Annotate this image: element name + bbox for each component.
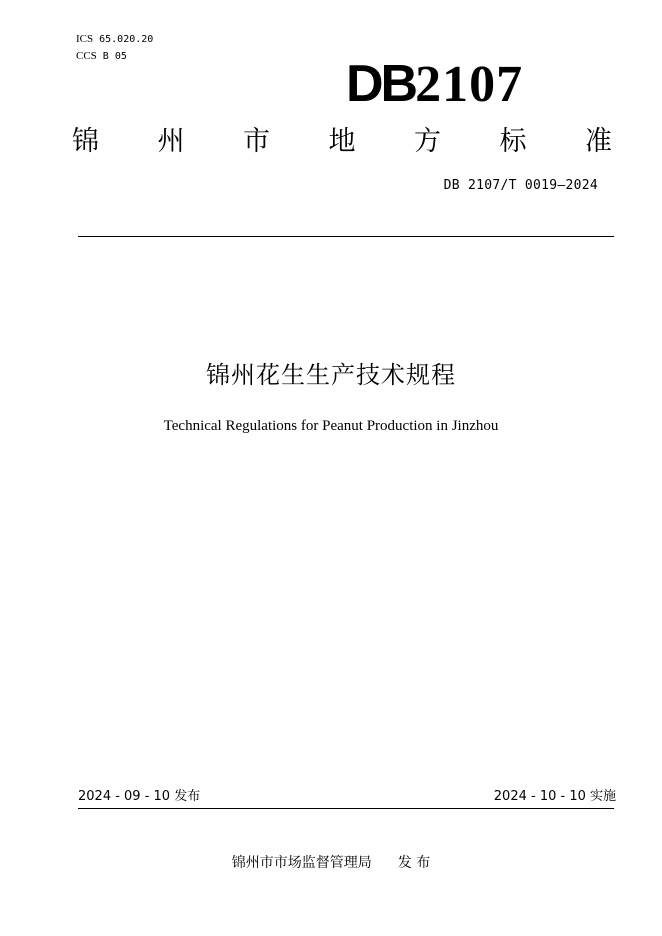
publish-date: 2024 - 09 - 10 发布 — [78, 789, 201, 804]
document-title-zh: 锦州花生生产技术规程 — [206, 361, 456, 389]
standard-type-char: 方 — [414, 126, 441, 157]
header-divider — [78, 236, 614, 237]
ics-label: ICS — [76, 33, 94, 45]
standard-type-char: 市 — [243, 126, 270, 157]
standard-number: DB 2107/T 0019—2024 — [443, 178, 598, 193]
ccs-value: B 05 — [102, 51, 127, 62]
db-logo-prefix: DB — [346, 55, 416, 113]
ics-value: 65.020.20 — [99, 34, 154, 45]
effective-date: 2024 - 10 - 10 实施 — [493, 789, 616, 804]
db-logo-code: 2107 — [415, 56, 524, 113]
standard-type-char: 标 — [499, 126, 527, 157]
issuer-action: 发 布 — [397, 855, 431, 871]
standard-type-char: 地 — [328, 126, 356, 157]
db-logo — [346, 56, 523, 113]
issuer-line — [0, 853, 662, 873]
footer-divider — [78, 808, 614, 809]
standard-type-heading — [72, 124, 612, 160]
standard-type-char: 州 — [157, 126, 185, 157]
standard-type-char: 准 — [585, 126, 612, 157]
standard-type-char: 锦 — [72, 126, 99, 157]
ics-line — [76, 31, 153, 48]
ccs-line — [76, 48, 127, 65]
ccs-label: CCS — [76, 50, 97, 62]
issuer-name: 锦州市市场监督管理局 — [231, 855, 372, 871]
document-title-en: Technical Regulations for Peanut Production in Jinzhou — [163, 418, 499, 434]
